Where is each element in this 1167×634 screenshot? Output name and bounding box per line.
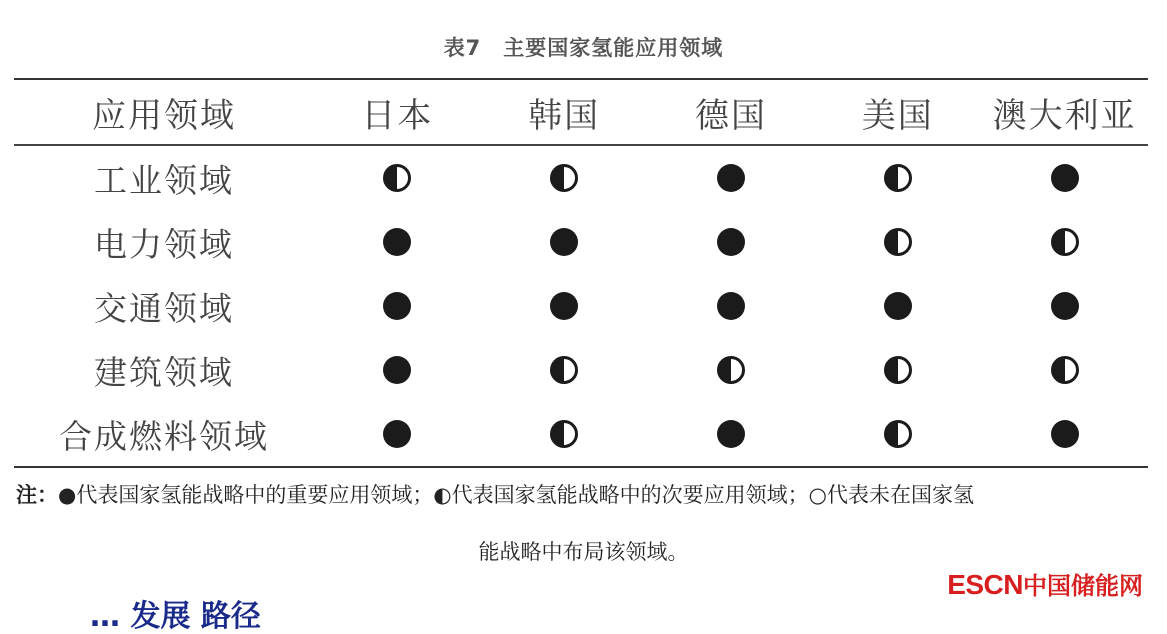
table-cell [648, 145, 815, 210]
table-cell [481, 402, 648, 467]
header-japan: 日本 [361, 95, 434, 136]
escn-logo [947, 566, 1143, 601]
half-circle-icon [884, 420, 912, 448]
table-header-row [14, 79, 1148, 145]
cut-off-heading-text: … 发展 路径 [90, 599, 261, 634]
half-circle-icon [884, 356, 912, 384]
full-circle-icon [884, 292, 912, 320]
hydrogen-application-table [14, 78, 1148, 468]
table-cell [481, 338, 648, 402]
half-circle-icon [550, 164, 578, 192]
table-cell [981, 274, 1148, 338]
full-circle-icon [1051, 164, 1079, 192]
half-circle-icon [717, 356, 745, 384]
table-cell [981, 145, 1148, 210]
half-circle-icon [1051, 228, 1079, 256]
table-note [16, 480, 1156, 510]
row-label: 电力领域 [94, 224, 234, 264]
header-application-field: 应用领域 [92, 95, 236, 136]
note-lead: 注： [16, 483, 58, 507]
full-circle-icon [550, 228, 578, 256]
header-usa: 美国 [861, 95, 934, 136]
full-circle-icon [383, 420, 411, 448]
full-circle-icon [383, 292, 411, 320]
table-cell [314, 145, 481, 210]
table [14, 78, 1148, 468]
half-circle-icon [383, 164, 411, 192]
table-cell [648, 210, 815, 274]
table-cell [648, 402, 815, 467]
logo-chinese: 中国储能网 [1023, 573, 1143, 600]
table-cell [814, 210, 981, 274]
table-cell [814, 274, 981, 338]
header-germany: 德国 [694, 95, 767, 136]
full-circle-icon [1051, 420, 1079, 448]
full-circle-icon [717, 292, 745, 320]
table-row [14, 145, 1148, 210]
table-cell [481, 145, 648, 210]
full-circle-icon [383, 356, 411, 384]
table-cell [814, 402, 981, 467]
logo-latin: ESCN [947, 569, 1023, 600]
table-cell [814, 145, 981, 210]
table-cell [481, 210, 648, 274]
table-row [14, 338, 1148, 402]
half-circle-icon [884, 164, 912, 192]
row-label: 工业领域 [94, 160, 234, 200]
table-caption: 表7 主要国家氢能应用领域 [443, 36, 724, 60]
table-row [14, 402, 1148, 467]
table-cell [648, 338, 815, 402]
note-line-1: ●代表国家氢能战略中的重要应用领域；◐代表国家氢能战略中的次要应用领域；○代表未在国家氢 [58, 483, 974, 507]
header-australia: 澳大利亚 [992, 95, 1137, 136]
header-korea: 韩国 [528, 95, 601, 136]
table-cell [648, 274, 815, 338]
half-circle-icon [1051, 356, 1079, 384]
table-cell [314, 210, 481, 274]
table-cell [981, 338, 1148, 402]
table-cell [981, 402, 1148, 467]
table-cell [314, 274, 481, 338]
row-label: 交通领域 [94, 288, 234, 328]
cut-off-section-heading [0, 599, 300, 634]
table-row [14, 274, 1148, 338]
row-label: 合成燃料领域 [59, 416, 269, 456]
full-circle-icon [717, 420, 745, 448]
half-circle-icon [550, 356, 578, 384]
half-circle-icon [550, 420, 578, 448]
table-cell [814, 338, 981, 402]
full-circle-icon [1051, 292, 1079, 320]
row-label: 建筑领域 [94, 352, 234, 392]
table-cell [314, 402, 481, 467]
table-row [14, 210, 1148, 274]
half-circle-icon [884, 228, 912, 256]
table-cell [314, 338, 481, 402]
table-cell [481, 274, 648, 338]
table-cell [981, 210, 1148, 274]
full-circle-icon [383, 228, 411, 256]
full-circle-icon [717, 228, 745, 256]
full-circle-icon [550, 292, 578, 320]
full-circle-icon [717, 164, 745, 192]
note-line-2: 能战略中布局该领域。 [478, 540, 689, 564]
